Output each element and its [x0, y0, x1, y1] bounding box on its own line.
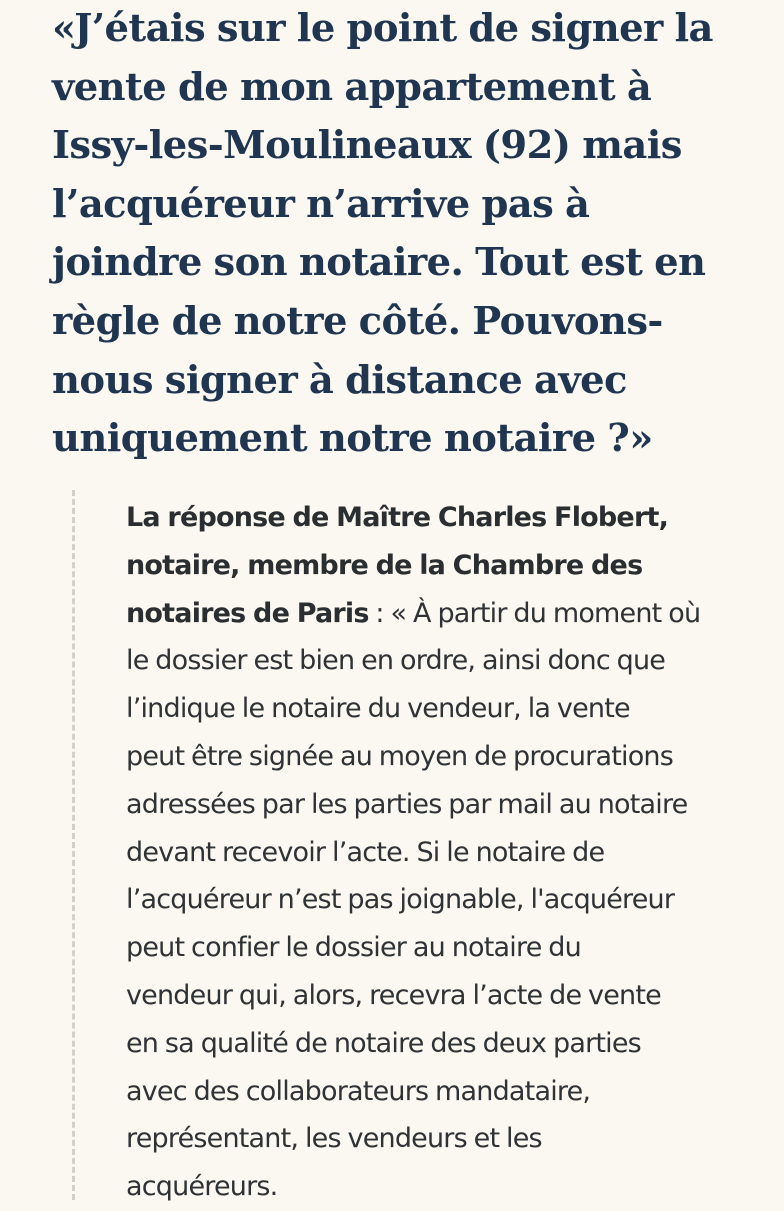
answer-intro: : « À partir du moment où	[368, 597, 701, 629]
answer-line: adressées par les parties par mail au notaire	[126, 788, 688, 820]
reader-question	[52, 0, 752, 469]
answer-line: peut confier le dossier au notaire du	[126, 932, 581, 964]
question-line: nous signer à distance avec	[52, 357, 627, 403]
answer-line: représentant, les vendeurs et les	[126, 1123, 542, 1155]
answer-author: notaire, membre de la Chambre des	[126, 549, 643, 581]
answer-line: devant recevoir l’acte. Si le notaire de	[126, 836, 605, 868]
answer-line	[126, 542, 766, 590]
answer-line: l’acquéreur n’est pas joignable, l'acquéreur	[126, 884, 675, 916]
question-line: uniquement notre notaire ?»	[52, 416, 653, 462]
question-line: vente de mon appartement à	[52, 64, 652, 110]
answer-line: vendeur qui, alors, recevra l’acte de vente	[126, 979, 661, 1011]
answer-line: le dossier est bien en ordre, ainsi donc que	[126, 645, 666, 677]
answer-line	[126, 590, 766, 638]
quote-rule-divider	[72, 490, 75, 1200]
answer-line: avec des collaborateurs mandataire,	[126, 1075, 591, 1107]
notary-answer	[72, 490, 772, 1203]
answer-line: l’indique le notaire du vendeur, la vente	[126, 693, 630, 725]
question-line: joindre son notaire. Tout est en	[52, 240, 706, 286]
answer-author: La réponse de Maître Charles Flobert,	[126, 502, 669, 533]
answer-line: acquéreurs.	[126, 1171, 278, 1203]
answer-line: peut être signée au moyen de procurations	[126, 740, 673, 772]
question-line: l’acquéreur n’arrive pas à	[52, 181, 590, 227]
question-line: Issy-les-Moulineaux (92) mais	[52, 123, 682, 169]
question-line: règle de notre côté. Pouvons-	[52, 298, 663, 344]
answer-line	[126, 494, 766, 542]
answer-author: notaires de Paris	[126, 597, 369, 629]
question-line: «J’étais sur le point de signer la	[52, 6, 713, 51]
answer-text	[126, 494, 766, 1211]
answer-line: en sa qualité de notaire des deux parties	[126, 1027, 641, 1059]
